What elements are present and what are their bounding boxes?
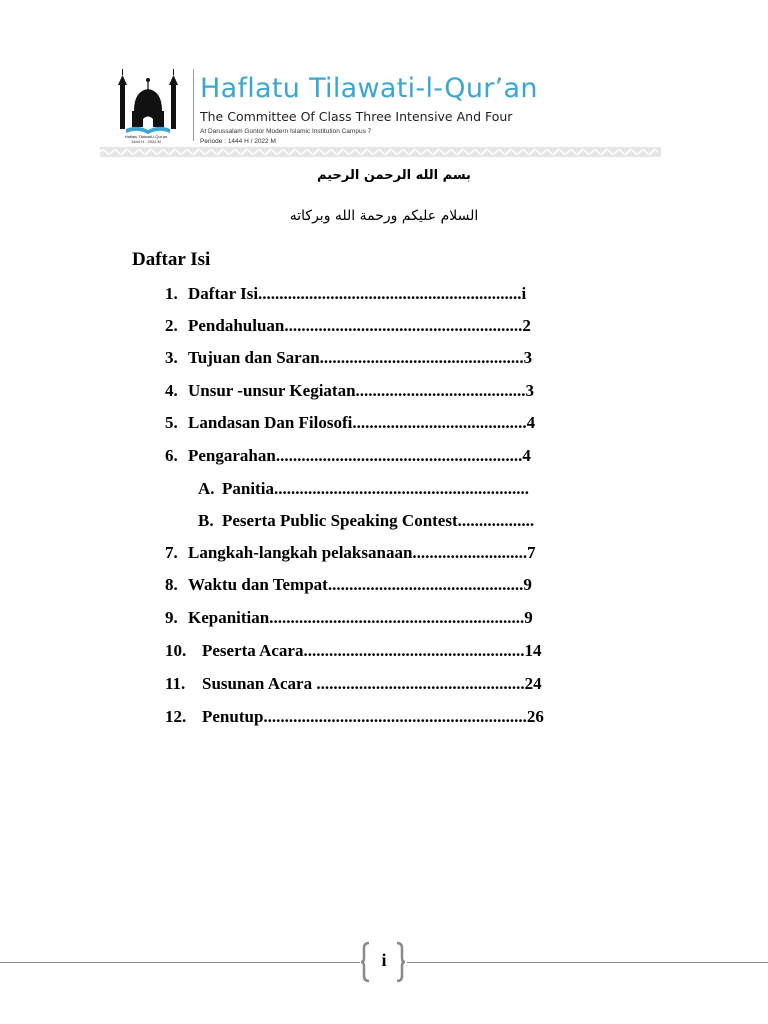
toc-item-number: 6. [165, 446, 178, 465]
header-banner [100, 57, 661, 157]
toc-item-number: 10. [165, 641, 187, 660]
toc-item-number: A. [198, 479, 215, 498]
footer-rule-right [407, 962, 768, 963]
toc-item-number: 8. [165, 575, 178, 594]
toc-item-number: 9. [165, 608, 178, 627]
toc-item-text: Daftar Isi..............................................................i [188, 284, 527, 303]
logo-caption-line2: 1444 H - 2022 M [131, 139, 161, 144]
toc-item-text: Kepanitian............................................................9 [188, 608, 533, 627]
event-title: Haflatu Tilawati-l-Qur’an [200, 73, 538, 104]
toc-item-text: Langkah-langkah pelaksanaan...........................7 [188, 543, 536, 562]
logo-caption-line1: Haflatu Tilawati-l-Qur'an [124, 134, 168, 139]
toc-item-number: B. [198, 511, 214, 530]
header-wave-border [100, 147, 661, 157]
toc-item-text: Panitia............................................................ [222, 479, 529, 498]
toc-item-number: 1. [165, 284, 178, 303]
basmala: بسم الله الرحمن الرحيم [317, 168, 471, 183]
toc-heading: Daftar Isi [132, 249, 211, 270]
period-line: Periode : 1444 H / 2022 M [200, 138, 276, 145]
toc-item-text: Landasan Dan Filosofi.........................................4 [188, 413, 536, 432]
toc-item-text: Peserta Public Speaking Contest.................. [222, 511, 535, 530]
toc-item-number: 7. [165, 543, 178, 562]
toc-item-text: Susunan Acara .................................................24 [202, 674, 542, 693]
committee-subtitle: The Committee Of Class Three Intensive And Four [200, 109, 513, 124]
toc-item-text: Unsur -unsur Kegiatan........................................3 [188, 381, 535, 400]
toc-item-number: 5. [165, 413, 178, 432]
toc-item-number: 4. [165, 381, 178, 400]
page-number: i [381, 950, 387, 970]
toc-item-number: 12. [165, 707, 187, 726]
salam-greeting: السلام عليكم ورحمة الله وبركاته [289, 208, 479, 224]
logo-caption [104, 134, 188, 144]
toc-item-text: Tujuan dan Saran................................................3 [188, 348, 533, 367]
toc-item-text: Pendahuluan........................................................2 [188, 316, 531, 335]
header-divider [193, 69, 194, 141]
toc-item-number: 3. [165, 348, 178, 367]
footer-rule-left [0, 962, 360, 963]
toc-item-text: Peserta Acara....................................................14 [202, 641, 542, 660]
toc-item-number: 2. [165, 316, 178, 335]
institution-line: At Darussalam Gontor Modern Islamic Institution Campus 7 [200, 128, 372, 135]
toc-item-text: Waktu dan Tempat..............................................9 [188, 575, 532, 594]
toc-item-number: 11. [165, 674, 186, 693]
toc-item-text: Pengarahan..........................................................4 [188, 446, 531, 465]
toc-item-text: Penutup..............................................................26 [202, 707, 544, 726]
